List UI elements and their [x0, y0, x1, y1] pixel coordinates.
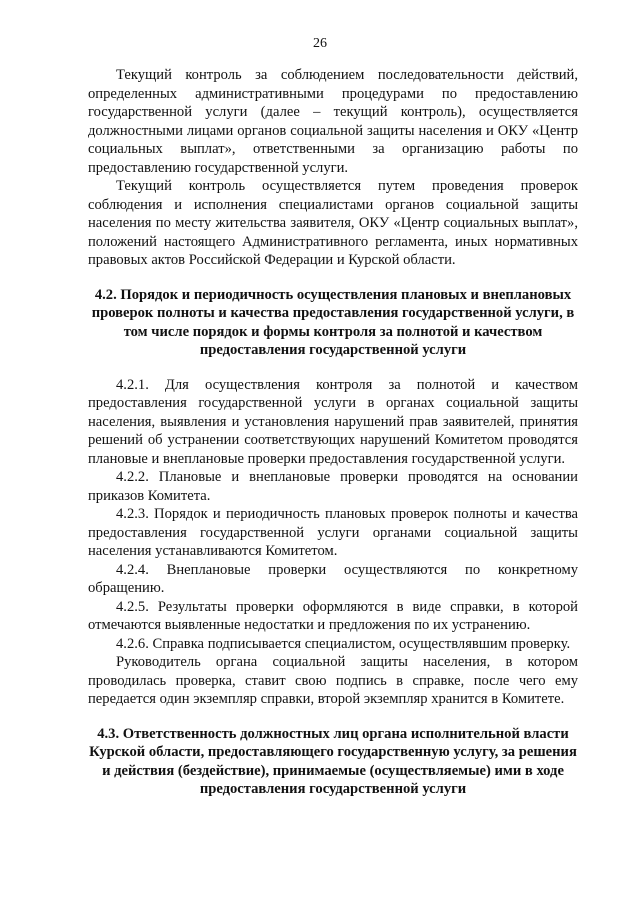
page-content [88, 66, 578, 799]
section-4-2-paragraph: 4.2.6. Справка подписывается специалистом, осуществлявшим проверку. [116, 635, 571, 652]
section-4-2-heading: 4.2. Порядок и периодичность осуществления плановых и внеплановых проверок полноты и качества предоставления государственной услуги, в том числе порядок и формы контроля за полнотой и качеством предоставления государственной услуги [91, 286, 575, 358]
page-number: 26 [313, 36, 327, 51]
section-4-2-paragraph: 4.2.5. Результаты проверки оформляются в виде справки, в которой отмечаются выявленные недостатки и предложения по их устранению. [88, 598, 578, 633]
section-4-3-heading: 4.3. Ответственность должностных лиц органа исполнительной власти Курской области, предоставляющего государственную услугу, за решения и действия (бездействие), принимаемые (осуществляемые) ими в ходе предоставления государственной услуги [89, 725, 577, 797]
intro-paragraph: Текущий контроль за соблюдением последовательности действий, определенных административными процедурами по предоставлению государственной услуги (далее – текущий контроль), осуществляется должностными лицами органов социальной защиты населения и ОКУ «Центр социальных выплат», ответственными за организацию работы по предоставлению государственной услуги. [88, 67, 578, 176]
section-4-2-paragraph: 4.2.2. Плановые и внеплановые проверки проводятся на основании приказов Комитета. [88, 469, 578, 504]
section-4-2-paragraph: 4.2.4. Внеплановые проверки осуществляются по конкретному обращению. [88, 561, 578, 596]
section-4-2-paragraph: Руководитель органа социальной защиты населения, в котором проводилась проверка, ставит свою подпись в справке, после чего ему передается один экземпляр справки, второй экземпляр хранится в Комитете. [88, 654, 578, 707]
intro-paragraph: Текущий контроль осуществляется путем проведения проверок соблюдения и исполнения специалистами органов социальной защиты населения по месту жительства заявителя, ОКУ «Центр социальных выплат», положений настоящего Административного регламента, иных нормативных правовых актов Российской Федерации и Курской области. [88, 178, 578, 268]
section-4-2-paragraph: 4.2.3. Порядок и периодичность плановых проверок полноты и качества предоставления государственной услуги органами социальной защиты населения устанавливаются Комитетом. [88, 506, 578, 559]
section-4-2-paragraph: 4.2.1. Для осуществления контроля за полнотой и качеством предоставления государственной услуги в органах социальной защиты населения, выявления и установления нарушений прав заявителей, принятия решений об устранении соответствующих нарушений Комитетом проводятся плановые и внеплановые проверки предоставления государственной услуги. [88, 376, 578, 467]
